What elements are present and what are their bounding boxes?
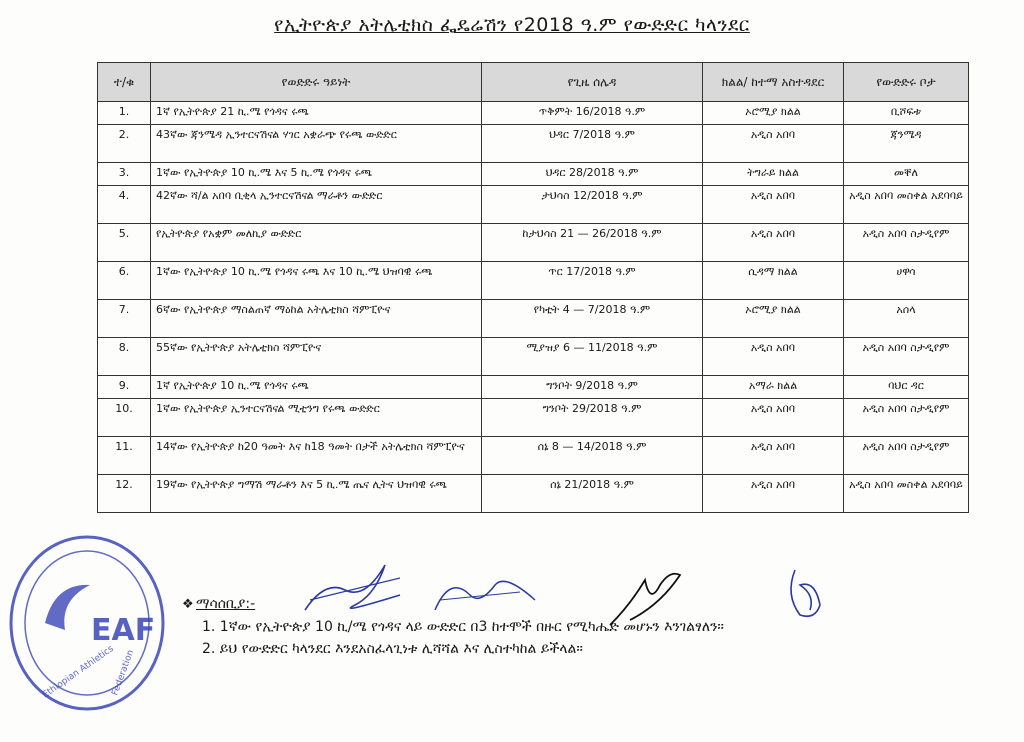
cell-region: አዲስ አበባ	[703, 475, 844, 513]
cell-type: 42ኛው ሻ/ል አበባ ቢቂላ ኢንተርናሽናል ማራቶን ውድድር	[151, 186, 482, 224]
table-row	[98, 338, 969, 376]
table-row	[98, 300, 969, 338]
cell-date: ህዳር 28/2018 ዓ.ም	[482, 163, 703, 186]
signature-icon	[780, 565, 830, 625]
cell-number: 1.	[98, 102, 151, 125]
note-item: 2. ይህ የውድድር ካላንደር እንደአስፈላጊነቱ ሊሻሻል እና ሊስተካከል ይችላል።	[202, 641, 583, 657]
cell-type: 19ኛው የኢትዮጵያ ግማሽ ማራቶን እና 5 ኪ.ሜ ጤና ሊትና ህዝባዊ ሩጫ	[151, 475, 482, 513]
cell-number: 8.	[98, 338, 151, 376]
cell-type: 1ኛው የኢትዮጵያ ኢንተርናሽናል ሚቲንግ የሩጫ ውድድር	[151, 399, 482, 437]
cell-region: አማራ ክልል	[703, 376, 844, 399]
table-row	[98, 102, 969, 125]
cell-type: 1ኛ የኢትዮጵያ 10 ኪ.ሜ የጎዳና ሩጫ	[151, 376, 482, 399]
cell-venue: አሰላ	[844, 300, 969, 338]
cell-type: 14ኛው የኢትዮጵያ ከ20 ዓመት እና ከ18 ዓመት በታች አትሌቲክስ ሻምፒዮና	[151, 437, 482, 475]
cell-type: 55ኛው የኢትዮጵያ አትሌቲክስ ሻምፒዮና	[151, 338, 482, 376]
cell-date: የካቲት 4 — 7/2018 ዓ.ም	[482, 300, 703, 338]
svg-text:Federation: Federation	[110, 648, 137, 698]
cell-number: 5.	[98, 224, 151, 262]
cell-date: ህዳር 7/2018 ዓ.ም	[482, 125, 703, 163]
cell-date: ጥቅምት 16/2018 ዓ.ም	[482, 102, 703, 125]
cell-number: 3.	[98, 163, 151, 186]
table-row	[98, 186, 969, 224]
cell-venue: አዲስ አበባ ስታዲየም	[844, 224, 969, 262]
signature-icon	[430, 570, 540, 620]
svg-text:EAF: EAF	[91, 613, 156, 648]
cell-type: 1ኛ የኢትዮጵያ 21 ኪ.ሜ የጎዳና ሩጫ	[151, 102, 482, 125]
table-row	[98, 399, 969, 437]
cell-region: አዲስ አበባ	[703, 399, 844, 437]
table-header-row	[98, 63, 969, 102]
cell-type: 6ኛው የኢትዮጵያ ማስልጠኛ ማዕከል አትሌቲክስ ሻምፒዮና	[151, 300, 482, 338]
document-title: የኢትዮጵያ አትሌቲክስ ፌዴሬሽን የ2018 ዓ.ም የውድድር ካላንደር	[274, 14, 750, 36]
cell-type: 43ኛው ጃንሜዳ ኢንተርናሽናል ሃገር አቋራጭ የሩጫ ውድድር	[151, 125, 482, 163]
cell-number: 6.	[98, 262, 151, 300]
cell-venue: ሀዋሳ	[844, 262, 969, 300]
table-row	[98, 475, 969, 513]
cell-region: ኦሮሚያ ክልል	[703, 300, 844, 338]
cell-region: አዲስ አበባ	[703, 338, 844, 376]
cell-region: አዲስ አበባ	[703, 125, 844, 163]
table-row	[98, 262, 969, 300]
cell-number: 4.	[98, 186, 151, 224]
cell-venue: አዲስ አበባ መስቀል አደባባይ	[844, 475, 969, 513]
table-row	[98, 224, 969, 262]
note-item: 1. 1ኛው የኢትዮጵያ 10 ኪ/ሜ የጎዳና ላይ ውድድር በ3 ከተሞች በዙር የሚካሔድ መሆኑን እንገልፃለን።	[202, 619, 724, 635]
cell-region: ትግራይ ክልል	[703, 163, 844, 186]
cell-number: 10.	[98, 399, 151, 437]
cell-number: 9.	[98, 376, 151, 399]
table-row	[98, 125, 969, 163]
cell-date: ሰኔ 21/2018 ዓ.ም	[482, 475, 703, 513]
calendar-table	[97, 62, 969, 513]
cell-type: 1ኛው የኢትዮጵያ 10 ኪ.ሜ እና 5 ኪ.ሜ የጎዳና ሩጫ	[151, 163, 482, 186]
header-region: ክልል/ ከተማ አስተዳደር	[703, 63, 844, 102]
table-row	[98, 376, 969, 399]
cell-number: 11.	[98, 437, 151, 475]
cell-venue: አዲስ አበባ መስቀል አደባባይ	[844, 186, 969, 224]
header-type: የወድድሩ ዓይነት	[151, 63, 482, 102]
notes-heading: ማሳሰቢያ:-	[196, 596, 256, 612]
cell-venue: አዲስ አበባ ስታዲየም	[844, 399, 969, 437]
cell-region: አዲስ አበባ	[703, 186, 844, 224]
cell-venue: አዲስ አበባ ስታዲየም	[844, 437, 969, 475]
header-venue: የውድድሩ ቦታ	[844, 63, 969, 102]
cell-type: የኢትዮጵያ የአቋም መለኪያ ውድድር	[151, 224, 482, 262]
table-body	[98, 102, 969, 513]
cell-date: ሰኔ 8 — 14/2018 ዓ.ም	[482, 437, 703, 475]
cell-date: ግንቦት 29/2018 ዓ.ም	[482, 399, 703, 437]
cell-date: ግንቦት 9/2018 ዓ.ም	[482, 376, 703, 399]
cell-number: 2.	[98, 125, 151, 163]
table-row	[98, 437, 969, 475]
cell-venue: ባህር ዳር	[844, 376, 969, 399]
diamond-bullet-icon: ❖	[182, 597, 194, 612]
cell-region: አዲስ አበባ	[703, 224, 844, 262]
federation-seal-icon	[5, 528, 170, 718]
cell-type: 1ኛው የኢትዮጵያ 10 ኪ.ሜ የጎዳና ሩጫ እና 10 ኪ.ሜ ህዝባዊ ሩጫ	[151, 262, 482, 300]
table-row	[98, 163, 969, 186]
cell-venue: ቢሾፍቱ	[844, 102, 969, 125]
cell-number: 7.	[98, 300, 151, 338]
cell-region: ሲዳማ ክልል	[703, 262, 844, 300]
cell-venue: ጃንሜዳ	[844, 125, 969, 163]
cell-date: ከታህሳስ 21 — 26/2018 ዓ.ም	[482, 224, 703, 262]
cell-region: ኦሮሚያ ክልል	[703, 102, 844, 125]
header-date: የጊዜ ሰሌዳ	[482, 63, 703, 102]
svg-text:Ethiopian Athletics: Ethiopian Athletics	[40, 643, 116, 701]
cell-date: ታህሳስ 12/2018 ዓ.ም	[482, 186, 703, 224]
header-number: ተ/ቁ	[98, 63, 151, 102]
cell-date: ሚያዝያ 6 — 11/2018 ዓ.ም	[482, 338, 703, 376]
cell-region: አዲስ አበባ	[703, 437, 844, 475]
cell-venue: አዲስ አበባ ስታዲየም	[844, 338, 969, 376]
cell-venue: መቐለ	[844, 163, 969, 186]
signature-icon	[600, 560, 690, 635]
cell-number: 12.	[98, 475, 151, 513]
cell-date: ጥር 17/2018 ዓ.ም	[482, 262, 703, 300]
signature-icon	[300, 560, 420, 620]
